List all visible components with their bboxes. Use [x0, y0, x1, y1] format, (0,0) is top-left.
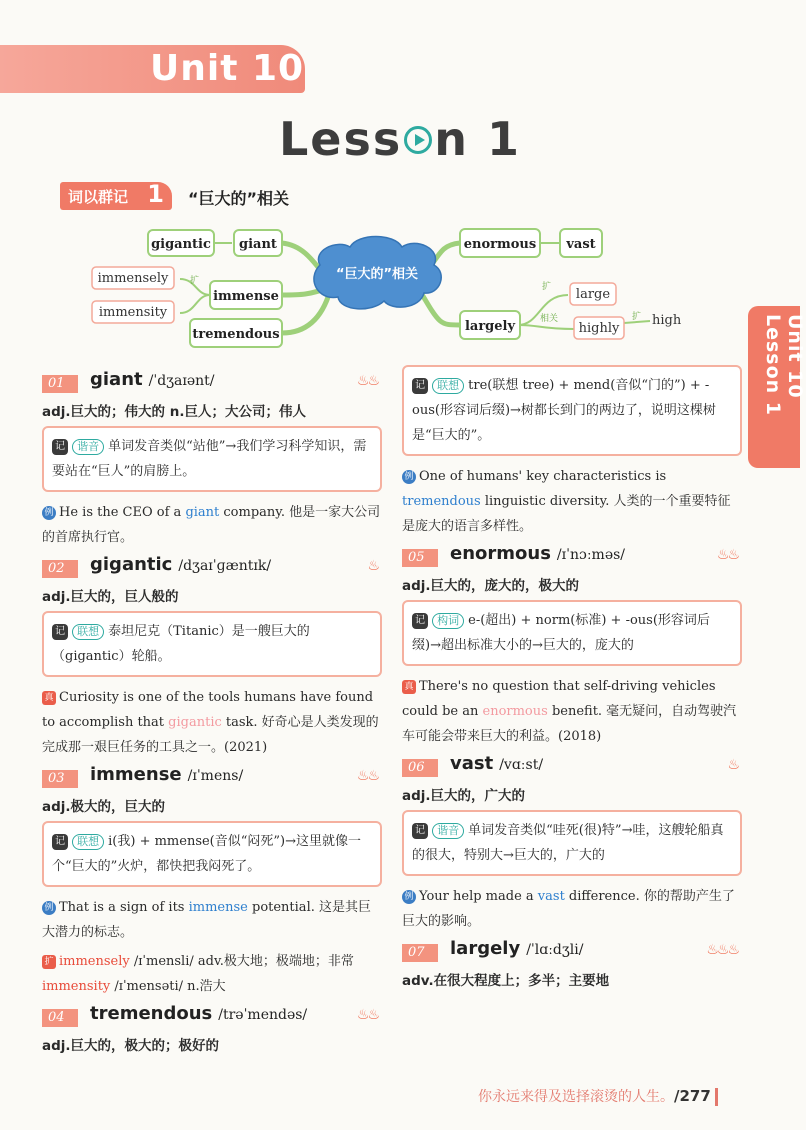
entry-largely [402, 938, 742, 966]
footer-bar [715, 1088, 718, 1106]
unit-title: Unit 10 [150, 48, 305, 89]
flame-icon: ♨♨ [356, 373, 378, 389]
flame-icon: ♨♨♨ [706, 942, 738, 958]
derived-word: 扩 immensely /ɪˈmensli/ adv.极大地；极端地；非常 [42, 949, 382, 974]
tip-text: e-(超出) + norm(标准) + -ous(形容词后缀)→超出标准大小的→巨大的，庞大的 [412, 613, 710, 653]
flame-icon: ♨♨ [356, 768, 378, 784]
node-largely: largely [464, 319, 516, 334]
part-of-speech: adj.巨大的；伟大的 n.巨人；大公司；伟人 [42, 404, 306, 420]
exam-icon: 真 [402, 680, 416, 694]
part-of-speech: adv.在很大程度上；多半；主要地 [402, 973, 610, 989]
unit-banner [0, 45, 305, 93]
entry-word: giant /ˈdʒaɪənt/ [90, 369, 215, 390]
part-of-speech: adj.巨大的，广大的 [402, 788, 526, 804]
mind-map-center: “巨大的”相关 [335, 267, 419, 282]
node-enormous: enormous [463, 237, 537, 252]
page-footer [478, 1086, 718, 1106]
memory-tip [402, 600, 742, 666]
group-tag-label: 词以群记 [68, 188, 129, 206]
page-number: /277 [674, 1087, 711, 1105]
example-sentence: 例 He is the CEO of a giant company. 他是一家大公司的首席执行官。 [42, 505, 381, 545]
tip-badge: 联想 [432, 378, 464, 394]
tip-text: i(我) + mmense(音似“闷死”)→这里就像一个“巨大的”火炉，都快把我闷死了。 [52, 834, 362, 874]
entry-number: 03 [42, 770, 78, 788]
mind-map [0, 215, 800, 355]
part-of-speech: adj.巨大的，极大的；极好的 [42, 1038, 220, 1054]
example-sentence: 例 That is a sign of its immense potential. 这是其巨大潜力的标志。 [42, 900, 371, 940]
derived-word: immensity /ɪˈmensəti/ n.浩大 [42, 979, 226, 994]
example-icon: 例 [42, 901, 56, 915]
tip-text: 单词发音类似“哇死(很)特”→哇，这艘轮船真的很大，特别大→巨大的，广大的 [412, 823, 724, 863]
label-kuo-3: 扩 [632, 312, 642, 322]
node-immensely: immensely [97, 271, 169, 286]
entry-giant [42, 369, 382, 397]
entry-word: tremendous /trəˈmendəs/ [90, 1003, 308, 1024]
entry-word: gigantic /dʒaɪˈɡæntɪk/ [90, 554, 272, 575]
entry-number: 07 [402, 944, 438, 962]
phonetic: /ɪˈnɔːməs/ [556, 547, 626, 563]
example-sentence: 真 Curiosity is one of the tools humans have found to accomplish that gigantic task. 好奇心是人类发现的完成那一艰巨任务的工具之一。(2021) [42, 690, 379, 755]
flame-icon: ♨ [367, 558, 378, 574]
node-gigantic: gigantic [151, 237, 211, 252]
label-xiangguan: 相关 [540, 314, 559, 324]
memory-tip [42, 611, 382, 677]
group-tag-number: 1 [147, 180, 164, 208]
example-icon: 例 [402, 470, 416, 484]
phonetic: /ˈdʒaɪənt/ [148, 373, 215, 389]
tip-badge: 联想 [72, 624, 104, 640]
entry-number: 01 [42, 375, 78, 393]
play-icon[interactable] [404, 126, 432, 154]
memory-tip [402, 810, 742, 876]
entry-gigantic [42, 554, 382, 582]
entry-word: vast /vɑːst/ [450, 753, 544, 774]
phonetic: /ɪˈmens/ [187, 768, 244, 784]
node-immense: immense [213, 289, 279, 304]
node-large: large [575, 287, 611, 302]
tip-icon: 记 [52, 834, 68, 850]
memory-tip [42, 821, 382, 887]
exam-icon: 真 [42, 691, 56, 705]
lesson-title-suffix: n 1 [434, 112, 522, 166]
part-of-speech: adj.极大的，巨大的 [42, 799, 166, 815]
entry-word: largely /ˈlɑːdʒli/ [450, 938, 584, 959]
phonetic: /trəˈmendəs/ [218, 1007, 308, 1023]
label-kuo-1: 扩 [190, 276, 200, 286]
part-of-speech: adj.巨大的，庞大的，极大的 [402, 578, 580, 594]
entry-number: 04 [42, 1009, 78, 1027]
tip-text: 泰坦尼克（Titanic）是一艘巨大的（gigantic）轮船。 [52, 624, 310, 664]
example-icon: 例 [402, 890, 416, 904]
side-tab[interactable] [748, 306, 806, 468]
tip-badge: 谐音 [432, 823, 464, 839]
tip-text: tre(联想 tree) + mend(音似“门的”) + -ous(形容词后缀)→树都长到门的两边了，说明这棵树是“巨大的”。 [412, 378, 716, 443]
tip-badge: 联想 [72, 834, 104, 850]
example-sentence: 例 Your help made a vast difference. 你的帮助产生了巨大的影响。 [402, 889, 735, 929]
entry-enormous [402, 543, 742, 571]
example-sentence: 真 There's no question that self-driving vehicles could be an enormous benefit. 毫无疑问，自动驾驶汽车可能会带来巨大的利益。(2018) [402, 679, 737, 744]
example-sentence: 例 One of humans' key characteristics is tremendous linguistic diversity. 人类的一个重要特征是庞大的语言多样性。 [402, 469, 731, 534]
side-tab-label: Unit 10 Lesson 1 [762, 314, 806, 417]
flame-icon: ♨♨ [356, 1007, 378, 1023]
phonetic: /vɑːst/ [499, 757, 544, 773]
group-title: “巨大的”相关 [188, 189, 290, 208]
node-vast: vast [566, 237, 596, 252]
entry-word: immense /ɪˈmens/ [90, 764, 244, 785]
right-column [402, 365, 742, 995]
flame-icon: ♨♨ [716, 547, 738, 563]
node-immensity: immensity [98, 305, 168, 320]
part-of-speech: adj.巨大的，巨人般的 [42, 589, 179, 605]
entry-word: enormous /ɪˈnɔːməs/ [450, 543, 626, 564]
flame-icon: ♨ [727, 757, 738, 773]
tip-icon: 记 [52, 624, 68, 640]
lesson-title [0, 112, 800, 166]
lesson-title-prefix: Less [278, 112, 403, 166]
entry-number: 06 [402, 759, 438, 777]
tip-icon: 记 [412, 613, 428, 629]
entry-tremendous [42, 1003, 382, 1031]
expand-icon: 扩 [42, 955, 56, 969]
entry-number: 05 [402, 549, 438, 567]
tip-icon: 记 [412, 823, 428, 839]
node-tremendous: tremendous [192, 327, 280, 342]
group-tag [60, 182, 172, 210]
label-kuo-2: 扩 [542, 282, 552, 292]
tip-icon: 记 [412, 378, 428, 394]
tip-icon: 记 [52, 439, 68, 455]
node-giant: giant [239, 237, 277, 252]
tip-text: 单词发音类似“站他”→我们学习科学知识，需要站在“巨人”的肩膀上。 [52, 439, 367, 479]
example-icon: 例 [42, 506, 56, 520]
tip-badge: 谐音 [72, 439, 104, 455]
left-column [42, 365, 382, 1060]
footer-quote: 你永远来得及选择滚烫的人生。 [478, 1089, 674, 1105]
memory-tip [402, 365, 742, 456]
node-high: high [652, 313, 682, 328]
entry-number: 02 [42, 560, 78, 578]
memory-tip [42, 426, 382, 492]
entry-vast [402, 753, 742, 781]
node-highly: highly [578, 321, 620, 336]
phonetic: /ˈlɑːdʒli/ [526, 942, 584, 958]
entry-immense [42, 764, 382, 792]
tip-badge: 构词 [432, 613, 464, 629]
phonetic: /dʒaɪˈɡæntɪk/ [178, 558, 272, 574]
